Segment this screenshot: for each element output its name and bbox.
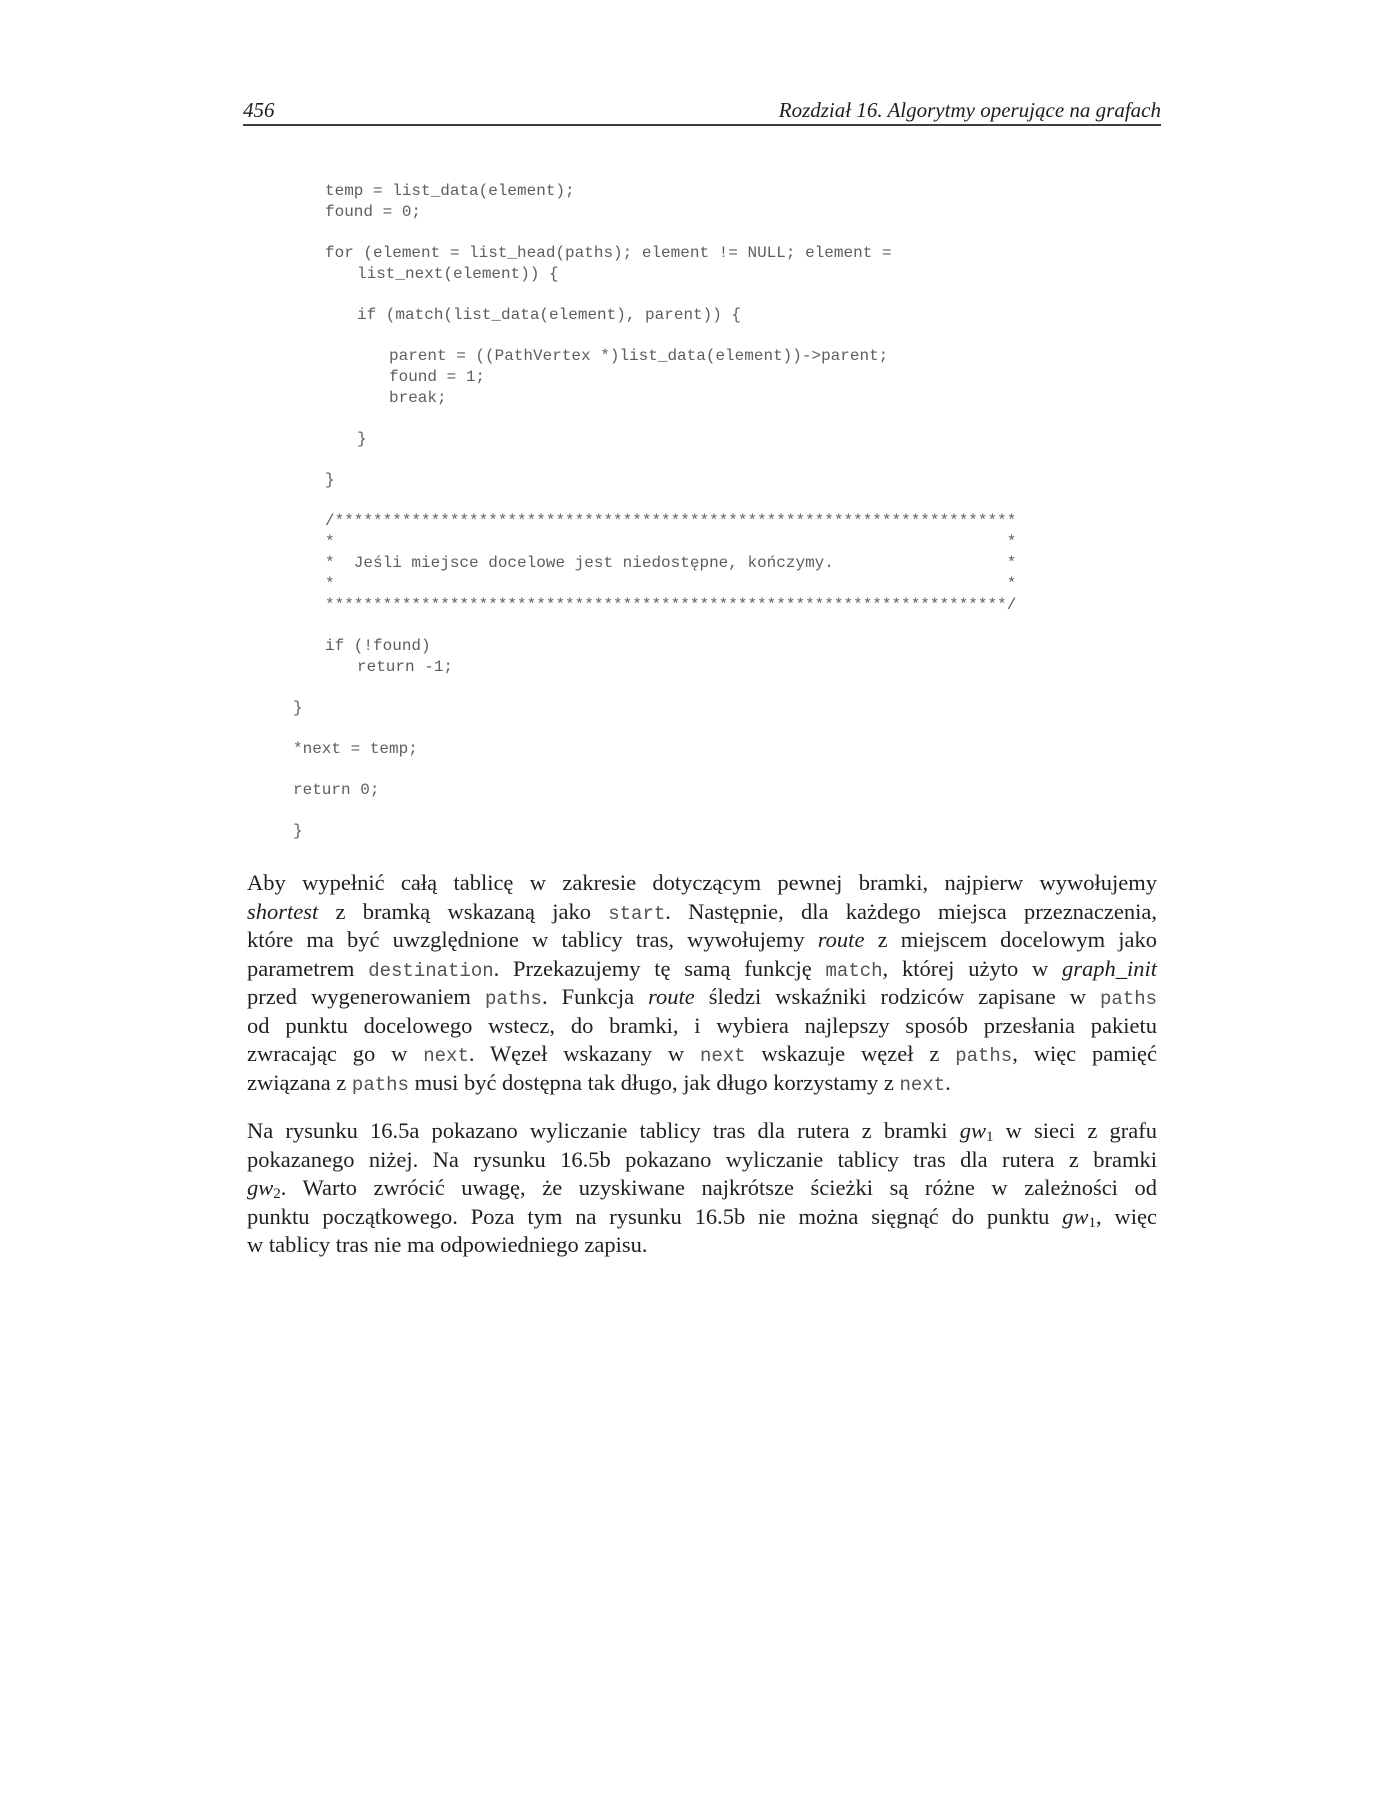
text-line (247, 1231, 1157, 1260)
text-line (247, 1012, 1157, 1041)
text: musi być dostępna tak długo, jak długo korzystamy z (408, 1069, 900, 1095)
code-line: parent = ((PathVertex *)list_data(element))->parent; (389, 347, 889, 365)
code-line: return 0; (293, 781, 380, 799)
text-line (247, 955, 1157, 984)
code-comment-line: * Jeśli miejsce docelowe jest niedostępne, kończymy. * (325, 554, 1017, 572)
text: związana z (247, 1069, 352, 1095)
text: Na rysunku 16.5a pokazano wyliczanie tablicy tras dla rutera z bramki (247, 1118, 960, 1143)
inline-code: paths (1099, 988, 1157, 1010)
text: . Następnie, dla każdego miejsca przeznaczenia, (665, 898, 1157, 924)
text: Aby wypełnić całą tablicę w zakresie dotyczącym pewnej bramki, najpierw wywołujemy (247, 870, 1157, 895)
function-name: route (817, 927, 865, 952)
function-name: graph_init (1062, 955, 1158, 981)
gateway-symbol: gw (1062, 1203, 1089, 1229)
function-name: route (648, 984, 695, 1009)
code-line: } (293, 699, 303, 717)
text: w sieci z grafu (993, 1118, 1157, 1143)
text: zwracając go w (247, 1041, 424, 1066)
code-comment-line: * * (325, 575, 1017, 593)
text-line (247, 869, 1157, 898)
text-line (247, 898, 1157, 927)
inline-code: next (699, 1045, 746, 1067)
code-line: if (!found) (325, 637, 431, 655)
code-comment-line: /*********************************************************************** (325, 512, 1017, 530)
code-line: found = 1; (389, 368, 486, 386)
code-line: break; (389, 389, 447, 407)
inline-code: paths (484, 988, 542, 1010)
code-comment-line: ***********************************************************************/ (325, 596, 1017, 614)
text-line (247, 983, 1157, 1012)
text-line (247, 1203, 1157, 1232)
inline-code: match (825, 959, 883, 982)
text: z bramką wskazaną jako (318, 898, 609, 924)
text: wskazuje węzeł z (745, 1041, 956, 1066)
code-line: if (match(list_data(element), parent)) { (357, 306, 742, 324)
text: śledzi wskaźniki rodziców zapisane w (694, 984, 1100, 1009)
text: w tablicy tras nie ma odpowiedniego zapisu. (247, 1232, 648, 1257)
subscript: 1 (985, 1129, 994, 1145)
text: . Węzeł wskazany w (468, 1041, 700, 1066)
text-line (247, 1146, 1157, 1175)
text: . (945, 1069, 951, 1095)
paragraph-1 (247, 869, 1157, 1097)
text: punktu początkowego. Poza tym na rysunku 16.5b nie można sięgnąć do punktu (247, 1203, 1063, 1229)
inline-code: next (423, 1045, 469, 1067)
text-line (247, 1069, 1157, 1098)
text: od punktu docelowego wstecz, do bramki, i wybiera najlepszy sposób przesłania pakietu (247, 1012, 1157, 1038)
code-line: return -1; (357, 658, 454, 676)
code-line: } (293, 822, 303, 840)
text: . Funkcja (541, 984, 649, 1009)
text: . Warto zwrócić uwagę, że uzyskiwane najkrótsze ścieżki są różne w zależności od (280, 1175, 1157, 1200)
page-number: 456 (243, 98, 275, 122)
gateway-symbol: gw (959, 1118, 986, 1143)
code-line: found = 0; (325, 203, 422, 221)
text-line (247, 926, 1157, 955)
text: , której użyto w (882, 955, 1062, 981)
code-line: } (325, 471, 335, 489)
inline-code: start (608, 902, 666, 925)
text-line (247, 1040, 1157, 1069)
gateway-symbol: gw (247, 1175, 274, 1200)
text: przed wygenerowaniem (247, 984, 485, 1009)
text: , więc pamięć (1012, 1041, 1157, 1066)
code-line: list_next(element)) { (357, 265, 559, 283)
text: . Przekazujemy tę samą funkcję (493, 955, 826, 981)
text: , więc (1096, 1203, 1157, 1229)
text: parametrem (247, 955, 369, 981)
text-line (247, 1174, 1157, 1203)
inline-code: next (899, 1073, 946, 1096)
code-line: temp = list_data(element); (325, 182, 575, 200)
subscript: 1 (1088, 1214, 1097, 1231)
code-comment-line: * * (325, 533, 1017, 551)
inline-code: paths (351, 1073, 409, 1096)
inline-code: destination (368, 959, 494, 982)
function-name: shortest (247, 898, 319, 924)
inline-code: paths (955, 1045, 1013, 1067)
code-line: } (357, 430, 367, 448)
chapter-title: Rozdział 16. Algorytmy operujące na grafach (778, 98, 1161, 122)
code-listing (0, 0, 1400, 900)
subscript: 2 (273, 1186, 281, 1202)
paragraph-2 (247, 1117, 1157, 1260)
code-line: for (element = list_head(paths); element != NULL; element = (325, 244, 892, 262)
text: pokazanego niżej. Na rysunku 16.5b pokazano wyliczanie tablicy tras dla rutera z bramki (247, 1146, 1157, 1172)
text: z miejscem docelowym jako (864, 927, 1157, 952)
text: które ma być uwzględnione w tablicy tras, wywołujemy (247, 927, 818, 952)
code-line: *next = temp; (293, 740, 418, 758)
text-line (247, 1117, 1157, 1146)
